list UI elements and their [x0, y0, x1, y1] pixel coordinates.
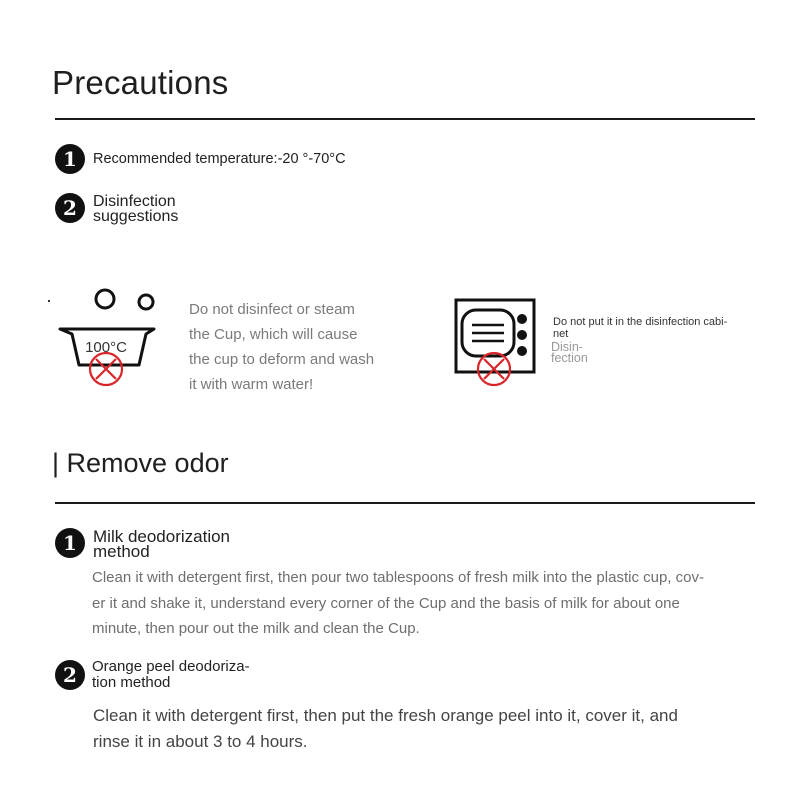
prohibited-icon: [90, 353, 122, 385]
remove-odor-divider: [55, 502, 755, 504]
milk-method-title: Milk deodorization method: [93, 527, 231, 561]
cabinet-knob-icon: [517, 330, 527, 340]
precautions-title: Precautions: [52, 64, 229, 101]
cabinet-warning-caption: Do not put it in the disinfection cabi- net: [553, 316, 728, 340]
milk-method-description: Clean it with detergent first, then pour two tablespoons of fresh milk into the plastic cup, cov- er it and shake it, understand every corner of the Cup and the basis of milk for about one minute, then pour out the milk and clean the Cup.: [92, 569, 704, 637]
number-badge-2: 2: [55, 193, 85, 223]
stray-dot: [48, 300, 50, 302]
bubble-small-icon: [139, 295, 153, 309]
cabinet-knob-icon: [517, 346, 527, 356]
steam-warning-caption: Do not disinfect or steam the Cup, which will cause the cup to deform and wash it with warm water!: [189, 301, 375, 393]
cabinet-knob-icon: [517, 314, 527, 324]
orange-peel-method-title: Orange peel deodoriza- tion method: [92, 658, 250, 691]
bubble-large-icon: [96, 290, 114, 308]
pot-temperature-label: 100°C: [85, 339, 127, 356]
recommended-temperature: Recommended temperature:-20 °-70°C: [93, 151, 346, 167]
boiling-pot-icon: [55, 282, 165, 392]
number-badge-1: 1: [55, 528, 85, 558]
disinfection-suggestions-label: Disinfection suggestions: [93, 193, 179, 225]
orange-peel-method-description: Clean it with detergent first, then put the fresh orange peel into it, cover it, and rinse it in about 3 to 4 hours.: [93, 706, 678, 751]
prohibited-icon: [478, 353, 510, 385]
cabinet-disinfection-label: Disin- fection: [551, 340, 588, 365]
number-badge-1: 1: [55, 144, 85, 174]
remove-odor-title: | Remove odor: [52, 448, 229, 478]
number-badge-2: 2: [55, 660, 85, 690]
disinfection-cabinet-icon: [452, 296, 542, 391]
precautions-divider: [55, 118, 755, 120]
